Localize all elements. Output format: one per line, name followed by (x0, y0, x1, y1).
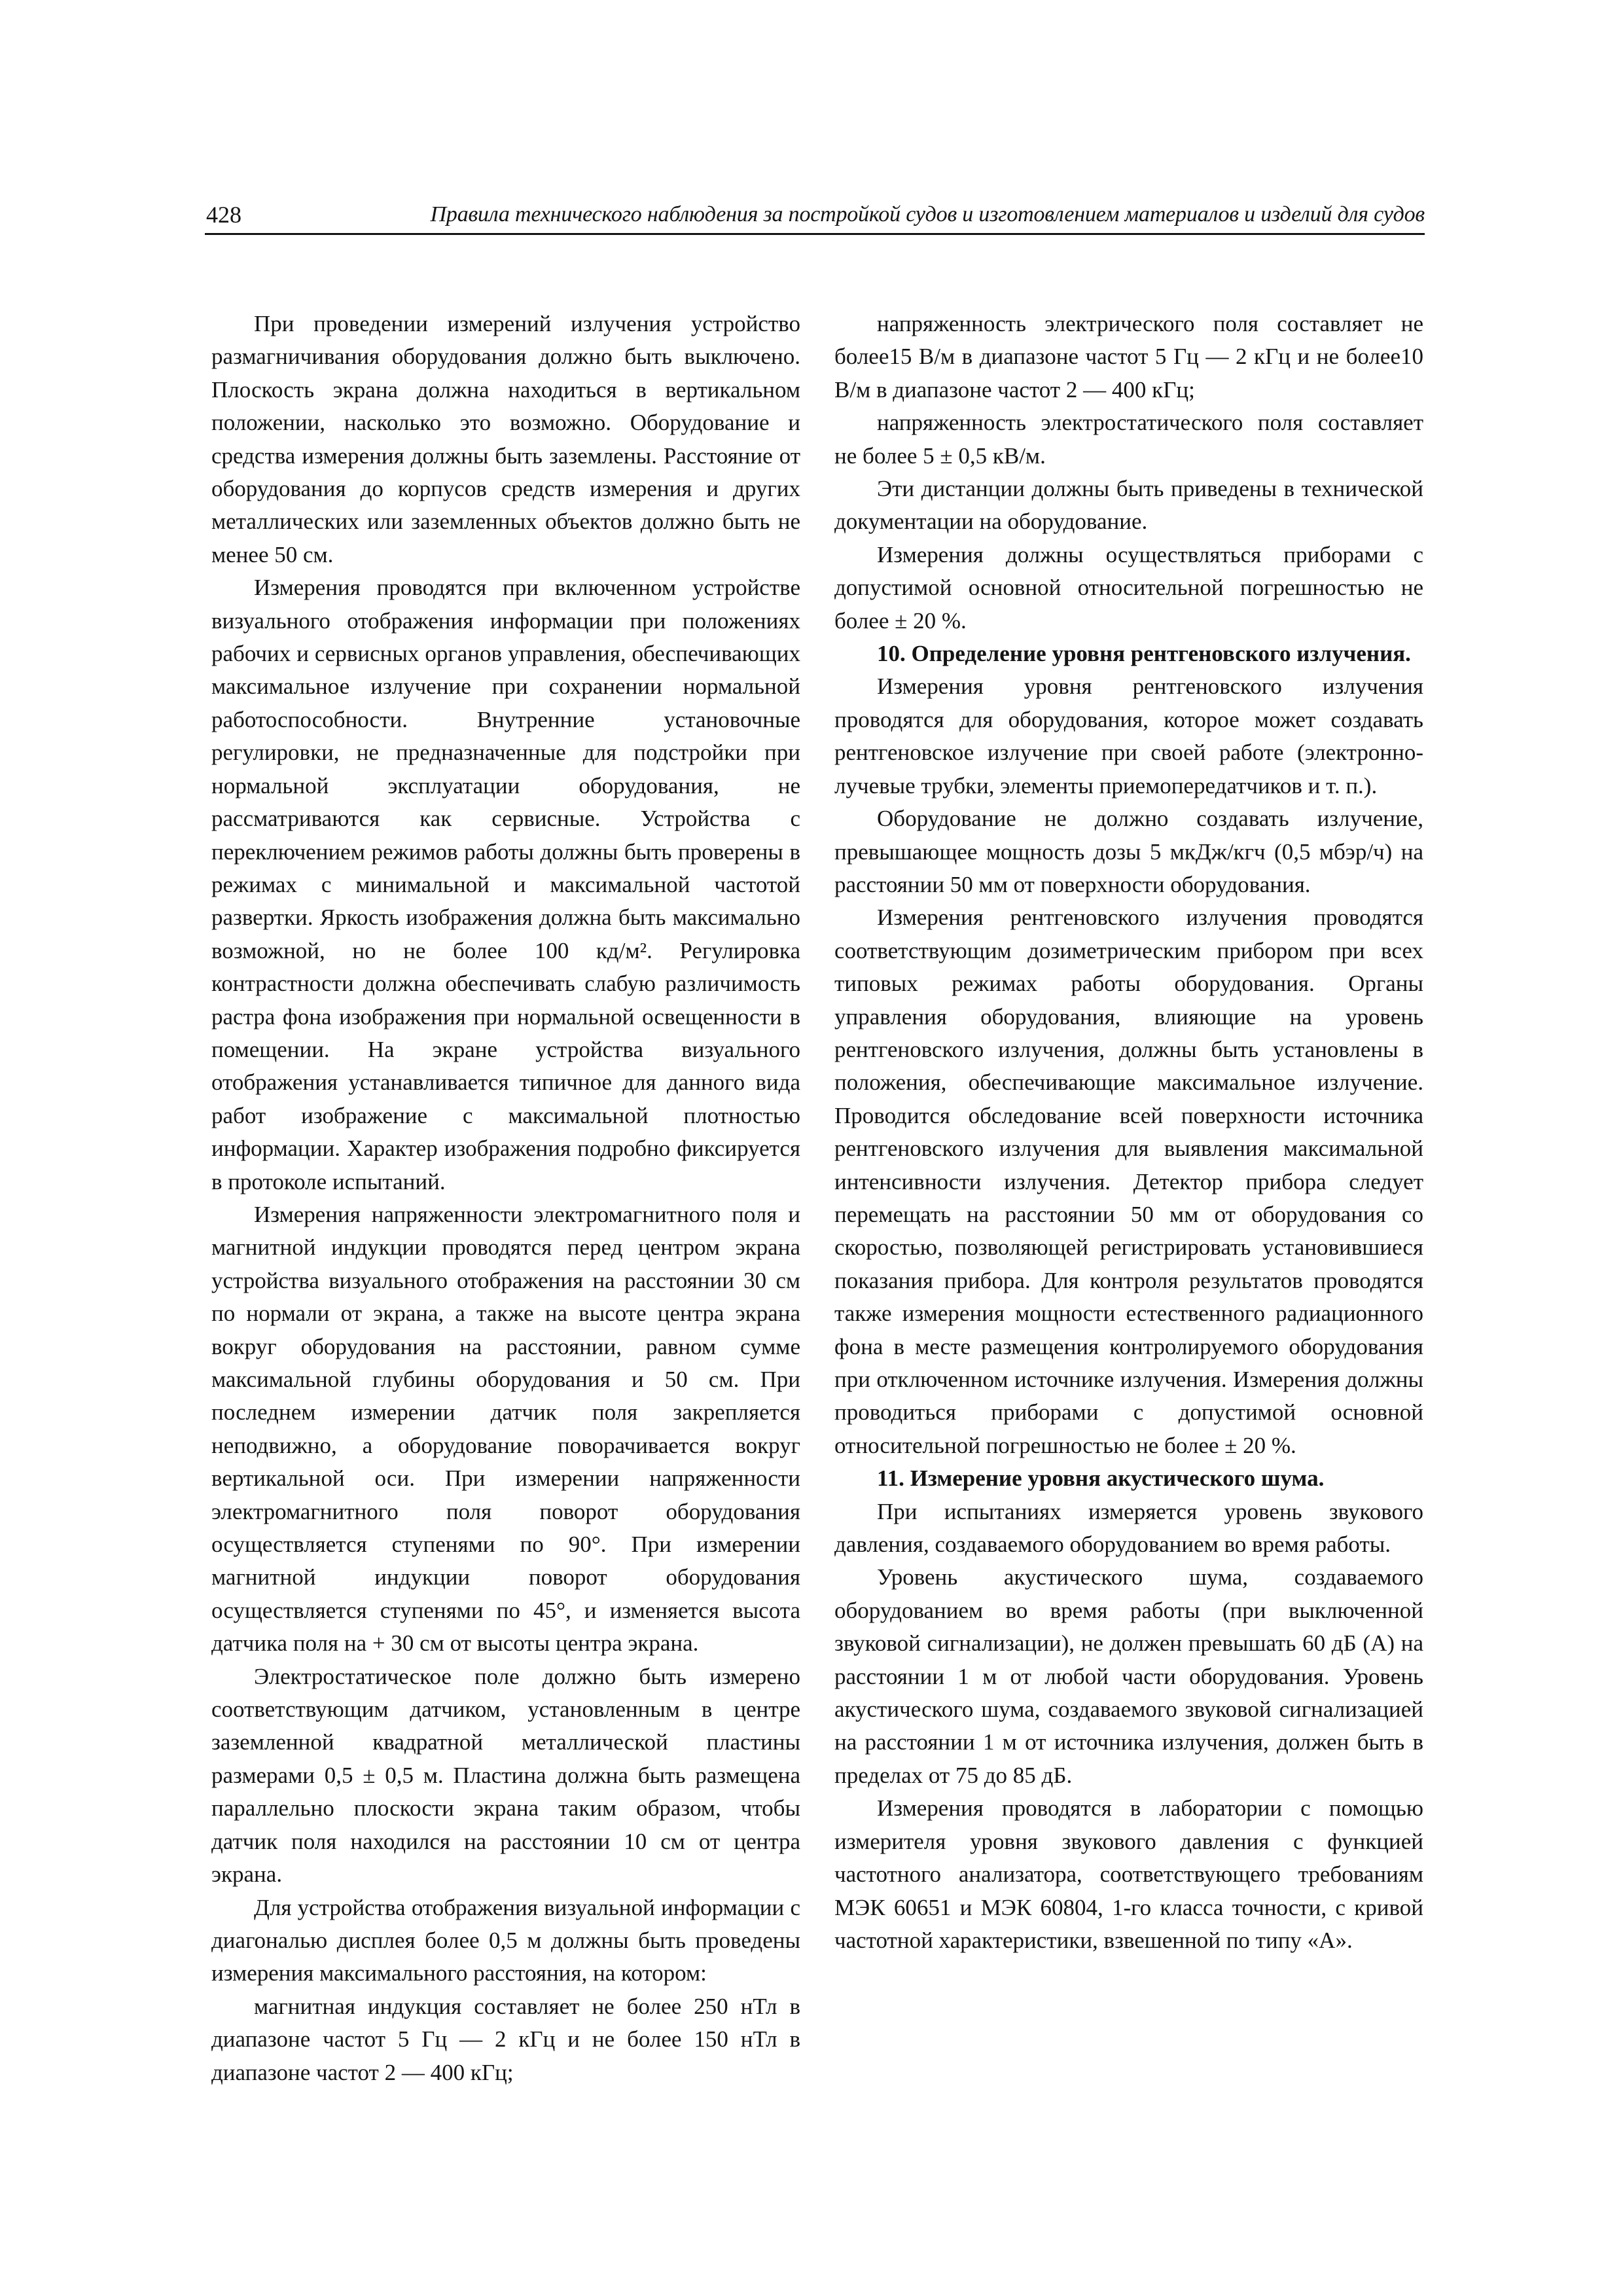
header-rule (205, 233, 1425, 235)
paragraph: напряженность электростатического поля составляет не более 5 ± 0,5 кВ/м. (834, 410, 1423, 469)
paragraph: Измерения должны осуществляться приборами с допустимой основной относительной погрешностью не более ± 20 %. (834, 541, 1423, 634)
paragraph: При проведении измерений излучения устройство размагничивания оборудования должно быть выключено. Плоскость экрана должна находиться в вертикальном положении, насколько это возможно. Оборудование и средства измерения должны быть заземлены. Расстояние от оборудования до корпусов средств измерения и других металлических или заземленных объектов должно быть не менее 50 см. (211, 311, 800, 567)
paragraph: Уровень акустического шума, создаваемого оборудованием во время работы (при выключенной звуковой сигнализации), не должен превышать 60 дБ (А) на расстоянии 1 м от любой части оборудования. Уровень акустического шума, создаваемого звуковой сигнализацией на расстоянии 1 м от источника излучения, должен быть в пределах от 75 до 85 дБ. (834, 1564, 1423, 1788)
paragraph: Измерения проводятся при включенном устройстве визуального отображения информации при положениях рабочих и сервисных органов управления, обеспечивающих максимальное излучение при сохранении нормальной работоспособности. Внутренние установочные регулировки, не предназначенные для подстройки при нормальной эксплуатации оборудования, не рассматриваются как сервисные. Устройства с переключением режимов работы должны быть проверены в режимах с минимальной и максимальной частотой развертки. Яркость изображения должна быть максимально возможной, но не более 100 кд/м². Регулировка контрастности должна обеспечивать слабую различимость растра фона изображения при нормальной освещенности в помещении. На экране устройства визуального отображения устанавливается типичное для данного вида работ изображение с максимальной плотностью информации. Характер изображения подробно фиксируется в протоколе испытаний. (211, 575, 800, 1194)
paragraph: При испытаниях измеряется уровень звукового давления, создаваемого оборудованием во время работы. (834, 1498, 1423, 1558)
paragraph: магнитная индукция составляет не более 250 нТл в диапазоне частот 5 Гц — 2 кГц и не более 150 нТл в диапазоне частот 2 — 400 кГц; (211, 1993, 800, 2085)
right-column (834, 308, 1423, 1957)
page-header (205, 196, 1425, 233)
paragraph: Эти дистанции должны быть приведены в технической документации на оборудование. (834, 476, 1423, 535)
paragraph: Измерения проводятся в лаборатории с помощью измерителя уровня звукового давления с функцией частотного анализатора, соответствующего требованиям МЭК 60651 и МЭК 60804, 1-го класса точности, с кривой частотной характеристики, взвешенной по типу «А». (834, 1795, 1423, 1953)
paragraph: Измерения рентгеновского излучения проводятся соответствующим дозиметрическим прибором при всех типовых режимах работы оборудования. Органы управления оборудования, влияющие на уровень рентгеновского излучения, должны быть установлены в положения, обеспечивающие максимальное излучение. Проводится обследование всей поверхности источника рентгеновского излучения для выявления максимальной интенсивности излучения. Детектор прибора следует перемещать на расстоянии 50 мм от оборудования со скоростью, позволяющей регистрировать установившиеся показания прибора. Для контроля результатов проводятся также измерения мощности естественного радиационного фона в месте размещения контролируемого оборудования при отключенном источнике излучения. Измерения должны проводиться приборами с допустимой основной относительной погрешностью не более ± 20 %. (834, 905, 1423, 1458)
section-heading-11: 11. Измерение уровня акустического шума. (877, 1465, 1325, 1492)
running-title: Правила технического наблюдения за постройкой судов и изготовлением материалов и изделий для судов (430, 202, 1425, 226)
paragraph: Измерения напряженности электромагнитного поля и магнитной индукции проводятся перед центром экрана устройства визуального отображения на расстоянии 30 см по нормали от экрана, а также на высоте центра экрана вокруг оборудования на расстоянии, равном сумме максимальной глубины оборудования и 50 см. При последнем измерении датчик поля закрепляется неподвижно, а оборудование поворачивается вокруг вертикальной оси. При измерении напряженности электромагнитного поля поворот оборудования осуществляется ступенями по 90°. При измерении магнитной индукции поворот оборудования осуществляется ступенями по 45°, и изменяется высота датчика поля на + 30 см от высоты центра экрана. (211, 1201, 800, 1657)
paragraph: Для устройства отображения визуальной информации с диагональю дисплея более 0,5 м должны быть проведены измерения максимального расстояния, на котором: (211, 1894, 800, 1986)
paragraph: Оборудование не должно создавать излучение, превышающее мощность дозы 5 мкДж/кгч (0,5 мбэр/ч) на расстоянии 50 мм от поверхности оборудования. (834, 806, 1423, 897)
left-column (211, 308, 800, 2089)
paragraph: Измерения уровня рентгеновского излучения проводятся для оборудования, которое может создавать рентгеновское излучение при своей работе (электронно-лучевые трубки, элементы приемопередатчиков и т. п.). (834, 673, 1423, 798)
paragraph: Электростатическое поле должно быть измерено соответствующим датчиком, установленным в центре заземленной квадратной металлической пластины размерами 0,5 ± 0,5 м. Пластина должна быть размещена параллельно плоскости экрана таким образом, чтобы датчик поля находился на расстоянии 10 см от центра экрана. (211, 1663, 800, 1888)
page-number: 428 (206, 202, 241, 228)
section-heading-10: 10. Определение уровня рентгеновского излучения. (877, 641, 1411, 667)
paragraph: напряженность электрического поля составляет не более15 В/м в диапазоне частот 5 Гц — 2 кГц и не более10 В/м в диапазоне частот 2 — 400 кГц; (834, 311, 1423, 403)
